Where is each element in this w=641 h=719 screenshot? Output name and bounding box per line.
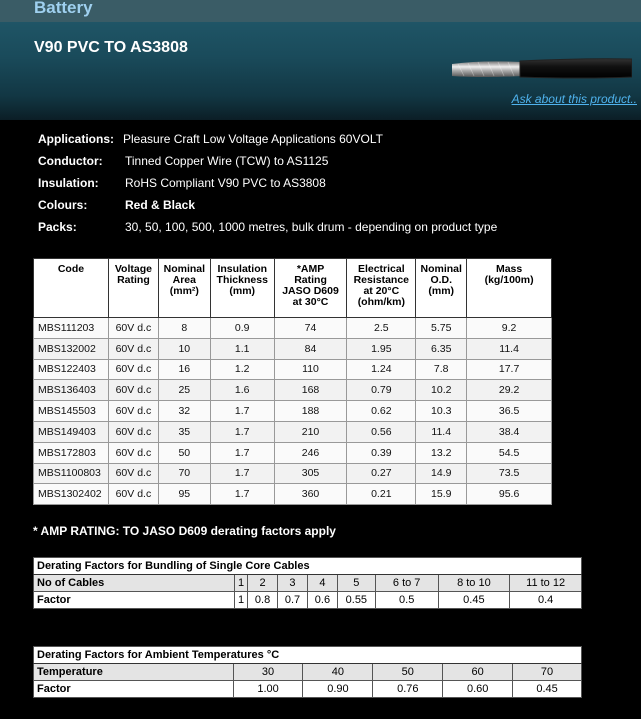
table-cell: 17.7 xyxy=(467,359,552,380)
derating-cell: 0.76 xyxy=(373,681,443,698)
category-title: Battery xyxy=(34,0,93,17)
table-row xyxy=(34,401,552,422)
table-cell: 1.1 xyxy=(210,338,274,359)
table-cell: 1.7 xyxy=(210,442,274,463)
table-cell: 60V d.c xyxy=(108,318,158,339)
derating-cell: 0.4 xyxy=(510,592,582,609)
category-bar xyxy=(0,0,641,22)
column-header xyxy=(158,259,210,318)
column-header-line: Voltage xyxy=(114,263,152,275)
derating-cell: 0.7 xyxy=(278,592,308,609)
spec-label: Conductor: xyxy=(38,154,103,168)
table-cell: 11.4 xyxy=(416,421,467,442)
table-cell: 7.8 xyxy=(416,359,467,380)
table-cell: 10 xyxy=(158,338,210,359)
table-cell: 70 xyxy=(158,463,210,484)
table-cell: MBS122403 xyxy=(34,359,109,380)
derating-cell: 4 xyxy=(307,575,337,592)
bundling-caption: Derating Factors for Bundling of Single Core Cables xyxy=(34,558,582,575)
table-cell: MBS1100803 xyxy=(34,463,109,484)
table-cell: 1.7 xyxy=(210,463,274,484)
bundling-row-label: Factor xyxy=(34,592,235,609)
spec-label: Colours: xyxy=(38,198,88,212)
column-header xyxy=(416,259,467,318)
ambient-caption: Derating Factors for Ambient Temperatures °C xyxy=(34,647,582,664)
table-cell: 168 xyxy=(274,380,347,401)
derating-cell: 5 xyxy=(337,575,375,592)
table-cell: 210 xyxy=(274,421,347,442)
table-cell: 6.35 xyxy=(416,338,467,359)
table-cell: 84 xyxy=(274,338,347,359)
table-header-row xyxy=(34,259,552,318)
derating-cell: 11 to 12 xyxy=(510,575,582,592)
cable-image xyxy=(452,56,632,80)
ambient-row-label: Temperature xyxy=(34,664,234,681)
column-header-line: Nominal xyxy=(420,263,462,275)
column-header-line: Resistance xyxy=(353,274,410,286)
table-cell: 32 xyxy=(158,401,210,422)
table-cell: 360 xyxy=(274,484,347,505)
derating-cell: 50 xyxy=(373,664,443,681)
table-row xyxy=(34,359,552,380)
table-cell: 25 xyxy=(158,380,210,401)
table-cell: 0.27 xyxy=(347,463,416,484)
column-header-line: (mm) xyxy=(428,285,455,297)
column-header xyxy=(108,259,158,318)
table-cell: 11.4 xyxy=(467,338,552,359)
table-cell: 60V d.c xyxy=(108,463,158,484)
derating-cell: 1.00 xyxy=(233,681,303,698)
table-cell: 1.24 xyxy=(347,359,416,380)
column-header-line: O.D. xyxy=(430,274,453,286)
table-row xyxy=(34,484,552,505)
table-cell: 1.6 xyxy=(210,380,274,401)
ambient-derating-table xyxy=(33,646,582,698)
table-row xyxy=(34,463,552,484)
table-cell: 0.39 xyxy=(347,442,416,463)
table-cell: 95.6 xyxy=(467,484,552,505)
spec-label: Packs: xyxy=(38,220,77,234)
table-row xyxy=(34,421,552,442)
table-cell: 2.5 xyxy=(347,318,416,339)
column-header-line: Electrical xyxy=(357,263,405,275)
spec-label: Applications: xyxy=(38,132,115,146)
table-row xyxy=(34,318,552,339)
table-cell: MBS111203 xyxy=(34,318,109,339)
spec-value: Pleasure Craft Low Voltage Applications 60VOLT xyxy=(123,132,383,146)
product-header xyxy=(0,22,641,120)
column-header-line: Area xyxy=(172,274,196,286)
table-row xyxy=(34,338,552,359)
table-cell: 14.9 xyxy=(416,463,467,484)
derating-cell: 2 xyxy=(248,575,278,592)
table-cell: 74 xyxy=(274,318,347,339)
table-cell: 15.9 xyxy=(416,484,467,505)
amp-rating-note: * AMP RATING: TO JASO D609 derating factors apply xyxy=(33,524,336,538)
ambient-row-label: Factor xyxy=(34,681,234,698)
table-cell: 0.56 xyxy=(347,421,416,442)
table-cell: MBS145503 xyxy=(34,401,109,422)
derating-cell: 6 to 7 xyxy=(375,575,438,592)
derating-cell: 1 xyxy=(234,575,247,592)
column-header-line: at 30°C xyxy=(292,296,329,308)
derating-cell: 8 to 10 xyxy=(438,575,510,592)
table-cell: 60V d.c xyxy=(108,484,158,505)
spec-value: Red & Black xyxy=(125,198,196,212)
column-header-line: (ohm/km) xyxy=(357,296,405,308)
bundling-row-label: No of Cables xyxy=(34,575,235,592)
derating-cell: 3 xyxy=(278,575,308,592)
column-header-line: Insulation xyxy=(217,263,268,275)
table-cell: 54.5 xyxy=(467,442,552,463)
column-header-line: Mass xyxy=(495,263,523,275)
column-header xyxy=(347,259,416,318)
spec-value: Tinned Copper Wire (TCW) to AS1125 xyxy=(125,154,329,168)
table-cell: 60V d.c xyxy=(108,338,158,359)
derating-cell: 0.45 xyxy=(513,681,582,698)
product-title: V90 PVC TO AS3808 xyxy=(34,39,188,56)
table-cell: 0.21 xyxy=(347,484,416,505)
ask-about-product-link[interactable]: Ask about this product.. xyxy=(511,92,637,106)
table-cell: 60V d.c xyxy=(108,359,158,380)
table-cell: 10.3 xyxy=(416,401,467,422)
cable-spec-table xyxy=(33,258,552,505)
column-header xyxy=(210,259,274,318)
table-cell: 5.75 xyxy=(416,318,467,339)
column-header-line: Rating xyxy=(294,274,327,286)
table-cell: 73.5 xyxy=(467,463,552,484)
table-cell: 13.2 xyxy=(416,442,467,463)
derating-cell: 0.5 xyxy=(375,592,438,609)
table-cell: 0.62 xyxy=(347,401,416,422)
table-cell: MBS149403 xyxy=(34,421,109,442)
spec-value: RoHS Compliant V90 PVC to AS3808 xyxy=(125,176,326,190)
column-header xyxy=(467,259,552,318)
derating-cell: 0.55 xyxy=(337,592,375,609)
spec-label: Insulation: xyxy=(38,176,99,190)
table-cell: 1.2 xyxy=(210,359,274,380)
table-body xyxy=(34,318,552,505)
column-header-line: Thickness xyxy=(216,274,268,286)
table-cell: MBS1302402 xyxy=(34,484,109,505)
table-cell: 9.2 xyxy=(467,318,552,339)
table-cell: 1.95 xyxy=(347,338,416,359)
column-header xyxy=(34,259,109,318)
table-cell: 29.2 xyxy=(467,380,552,401)
table-cell: 1.7 xyxy=(210,421,274,442)
derating-cell: 0.60 xyxy=(443,681,513,698)
table-cell: 8 xyxy=(158,318,210,339)
column-header-line: Nominal xyxy=(163,263,206,275)
table-row xyxy=(34,442,552,463)
table-cell: 10.2 xyxy=(416,380,467,401)
table-cell: 95 xyxy=(158,484,210,505)
derating-cell: 70 xyxy=(513,664,582,681)
table-cell: 60V d.c xyxy=(108,442,158,463)
table-cell: 0.79 xyxy=(347,380,416,401)
derating-cell: 0.90 xyxy=(303,681,373,698)
column-header xyxy=(274,259,347,318)
derating-cell: 0.45 xyxy=(438,592,510,609)
derating-cell: 40 xyxy=(303,664,373,681)
table-cell: 50 xyxy=(158,442,210,463)
table-cell: 305 xyxy=(274,463,347,484)
table-cell: 110 xyxy=(274,359,347,380)
derating-cell: 30 xyxy=(233,664,303,681)
derating-cell: 0.8 xyxy=(248,592,278,609)
column-header-line: *AMP xyxy=(296,263,325,275)
bundling-derating-table xyxy=(33,557,582,609)
table-row xyxy=(34,380,552,401)
spec-value: 30, 50, 100, 500, 1000 metres, bulk drum - depending on product type xyxy=(125,220,498,234)
table-cell: MBS172803 xyxy=(34,442,109,463)
table-cell: 38.4 xyxy=(467,421,552,442)
column-header-line: Rating xyxy=(117,274,150,286)
table-cell: MBS136403 xyxy=(34,380,109,401)
column-header-line: JASO D609 xyxy=(282,285,339,297)
table-cell: 60V d.c xyxy=(108,421,158,442)
table-cell: 16 xyxy=(158,359,210,380)
table-cell: 60V d.c xyxy=(108,380,158,401)
column-header-line: (mm) xyxy=(229,285,256,297)
column-header-line: at 20°C xyxy=(363,285,400,297)
derating-cell: 1 xyxy=(234,592,247,609)
column-header-line: (mm²) xyxy=(169,285,199,297)
column-header-line: Code xyxy=(57,263,85,275)
derating-cell: 60 xyxy=(443,664,513,681)
table-cell: 188 xyxy=(274,401,347,422)
derating-cell: 0.6 xyxy=(307,592,337,609)
table-cell: 60V d.c xyxy=(108,401,158,422)
column-header-line: (kg/100m) xyxy=(484,274,534,286)
table-cell: 246 xyxy=(274,442,347,463)
table-cell: 0.9 xyxy=(210,318,274,339)
table-cell: 1.7 xyxy=(210,484,274,505)
table-cell: 36.5 xyxy=(467,401,552,422)
table-cell: 35 xyxy=(158,421,210,442)
table-cell: MBS132002 xyxy=(34,338,109,359)
table-cell: 1.7 xyxy=(210,401,274,422)
